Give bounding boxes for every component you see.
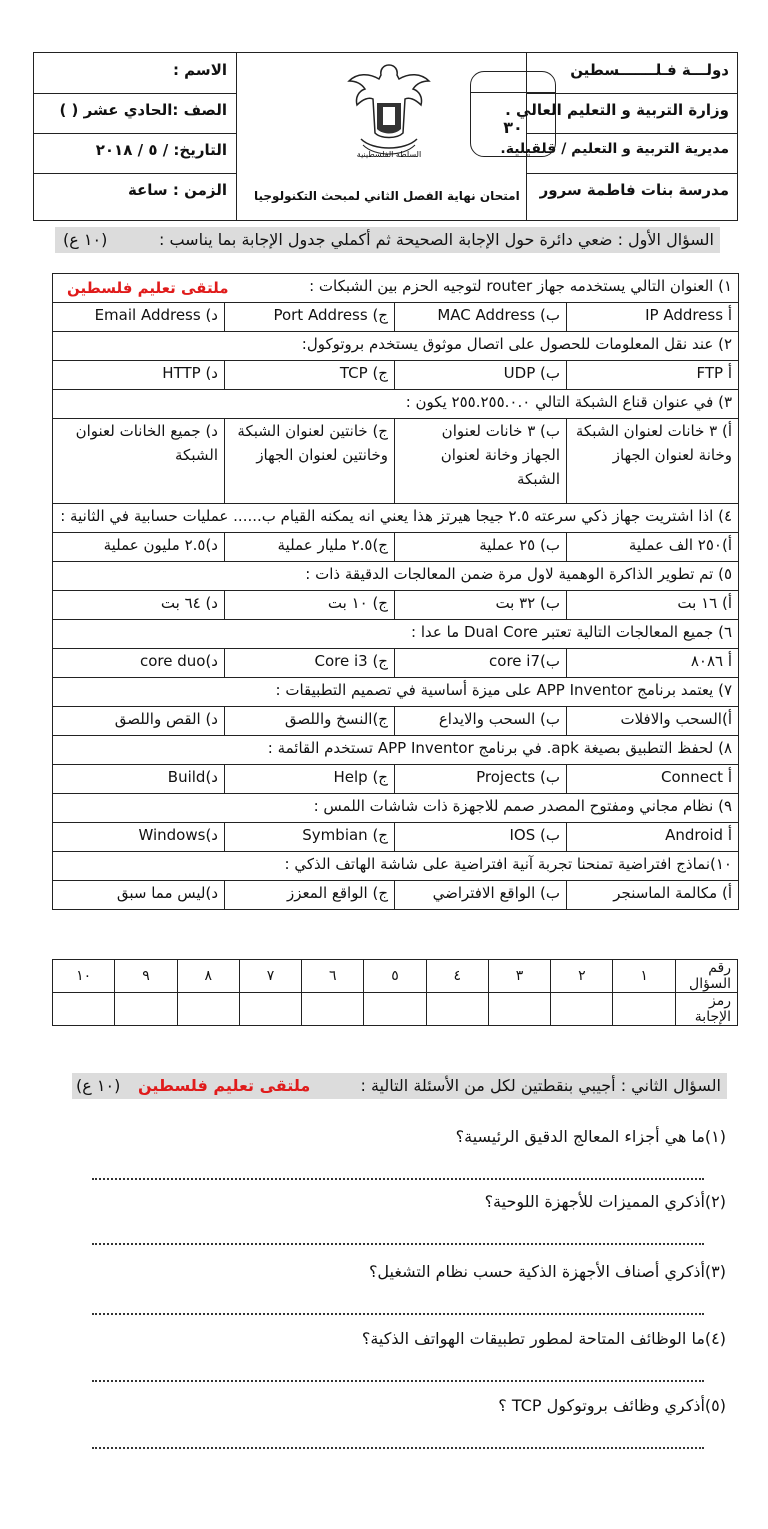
class-field: الصف :الحادي عشر ( ) [59,101,227,119]
option-a[interactable]: أ IP Address [567,303,739,332]
question-row [53,794,739,823]
question-row [53,562,739,591]
option-c[interactable]: ج) Port Address [225,303,395,332]
country-label: دولـــة فـلـــــــسطين [570,61,729,79]
option-c[interactable]: ج) Symbian [225,823,395,852]
section2-title: السؤال الثاني : أجيبي بنقطتين لكل من الأسئلة التالية : [360,1076,721,1095]
options-row [53,361,739,390]
options-row [53,533,739,562]
answer-number-cell: ١٠ [53,960,115,993]
options-row [53,419,739,504]
option-d[interactable]: د)٢.٥ مليون عملية [53,533,225,562]
option-b[interactable]: ب) السحب والايداع [395,707,567,736]
section1-title-bar [55,227,720,253]
answer-number-cell: ٣ [488,960,550,993]
option-a[interactable]: أ) ١٦ بت [567,591,739,620]
question-text: ١) العنوان التالي يستخدمه جهاز router لتوجيه الحزم بين الشبكات : ملتقى تعليم فلسطين [53,274,739,303]
option-a[interactable]: أ) ٣ خانات لعنوان الشبكة وخانة لعنوان الجهاز [567,419,739,504]
option-d[interactable]: د) Email Address [53,303,225,332]
option-a[interactable]: أ Android [567,823,739,852]
question-text: ١٠)نماذج افتراضية تمنحنا تجربة آنية افتراضية على شاشة الهاتف الذكي : [53,852,739,881]
answer-code-cell[interactable] [239,993,301,1026]
question-text: ٨) لحفظ التطبيق بصيغة apk. في برنامج APP Inventor تستخدم القائمة : [53,736,739,765]
section2-watermark: ملتقى تعليم فلسطين [138,1076,311,1095]
answer-number-cell: ٢ [551,960,613,993]
option-b[interactable]: ب) IOS [395,823,567,852]
option-c[interactable]: ج)٢.٥ مليار عملية [225,533,395,562]
answer-code-cell[interactable] [115,993,177,1026]
date-field: التاريخ: / ٥ / ٢٠١٨ [95,141,227,159]
answer-number-cell: ٦ [302,960,364,993]
palestinian-authority-emblem [339,59,439,169]
mcq-table [52,273,739,910]
answer-number-cell: ٥ [364,960,426,993]
answer-number-cell: ٨ [177,960,239,993]
answer-code-row [53,993,738,1026]
answer-number-cell: ٤ [426,960,488,993]
question-text: ٤) اذا اشتريت جهاز ذكي سرعته ٢.٥ جيجا هيرتز هذا يعني انه يمكنه القيام ب...... عمليات حسابية في الثانية : [53,504,739,533]
options-row [53,303,739,332]
answer-code-label: رمز الإجابة [675,993,737,1026]
question-row [53,504,739,533]
question-row [53,332,739,361]
answer-number-row [53,960,738,993]
option-c[interactable]: ج) Help [225,765,395,794]
ministry-label: وزارة التربية و التعليم العالي . [505,101,729,119]
question-row [53,390,739,419]
exam-title: امتحان نهاية الفصل الثاني لمبحث التكنولوجيا [254,189,520,203]
question-row [53,852,739,881]
answer-line-2[interactable] [92,1243,704,1245]
answer-number-cell: ٧ [239,960,301,993]
answer-number-cell: ٩ [115,960,177,993]
answer-code-cell[interactable] [426,993,488,1026]
answer-line-4[interactable] [92,1380,704,1382]
option-c[interactable]: ج) TCP [225,361,395,390]
question-row [53,678,739,707]
open-question-4: (٤)ما الوظائف المتاحة لمطور تطبيقات الهواتف الذكية؟ [361,1329,726,1348]
options-row [53,591,739,620]
question-text: ٦) جميع المعالجات التالية تعتبر Dual Core ما عدا : [53,620,739,649]
option-b[interactable]: ب) ٣٢ بت [395,591,567,620]
option-c[interactable]: ج) الواقع المعزز [225,881,395,910]
answer-code-cell[interactable] [364,993,426,1026]
question-text: ٩) نظام مجاني ومفتوح المصدر صمم للاجهزة ذات شاشات اللمس : [53,794,739,823]
option-a[interactable]: أ ٨٠٨٦ [567,649,739,678]
option-a[interactable]: أ)٢٥٠ الف عملية [567,533,739,562]
options-row [53,881,739,910]
student-name-field: الاسم : [172,61,227,79]
answer-number-cell: ١ [613,960,675,993]
open-question-2: (٢)أذكري المميزات للأجهزة اللوحية؟ [484,1192,726,1211]
answer-code-cell[interactable] [53,993,115,1026]
answer-code-cell[interactable] [488,993,550,1026]
answer-line-1[interactable] [92,1178,704,1180]
options-row [53,649,739,678]
answer-code-cell[interactable] [613,993,675,1026]
question-text: ٥) تم تطوير الذاكرة الوهمية لاول مرة ضمن المعالجات الدقيقة ذات : [53,562,739,591]
option-a[interactable]: أ) مكالمة الماسنجر [567,881,739,910]
option-b[interactable]: ب) ٢٥ عملية [395,533,567,562]
question-row [53,736,739,765]
option-d[interactable]: د) ٦٤ بت [53,591,225,620]
option-a[interactable]: أ)السحب والافلات [567,707,739,736]
answer-line-3[interactable] [92,1313,704,1315]
option-c[interactable]: ج) Core i3 [225,649,395,678]
answer-code-cell[interactable] [177,993,239,1026]
options-row [53,707,739,736]
option-b[interactable]: ب)core i7 [395,649,567,678]
section2-title-bar [72,1073,727,1099]
answer-line-5[interactable] [92,1447,704,1449]
emblem-caption: السلطة الفلسطينية [356,150,422,159]
directorate-label: مديرية التربية و التعليم / قلقيلية. [500,141,729,157]
open-question-5: (٥)أذكري وظائف بروتوكول TCP ؟ [498,1396,726,1415]
question-text: ٢) عند نقل المعلومات للحصول على اتصال موثوق يستخدم بروتوكول: [53,332,739,361]
option-c[interactable]: ج) ١٠ بت [225,591,395,620]
option-d[interactable]: د)core duo [53,649,225,678]
option-d[interactable]: د) جميع الخانات لعنوان الشبكة [53,419,225,504]
options-row [53,765,739,794]
options-row [53,823,739,852]
option-b[interactable]: ب) الواقع الافتراضي [395,881,567,910]
question-text: ٧) يعتمد برنامج APP Inventor على ميزة أساسية في تصميم التطبيقات : [53,678,739,707]
duration-field: الزمن : ساعة [127,181,227,199]
option-b[interactable]: ب) UDP [395,361,567,390]
question-row [53,274,739,303]
section1-title: السؤال الأول : ضعي دائرة حول الإجابة الصحيحة ثم أكملي جدول الإجابة بما يناسب : [158,230,714,249]
open-question-1: (١)ما هي أجزاء المعالج الدقيق الرئيسية؟ [455,1127,726,1146]
watermark-label: ملتقى تعليم فلسطين [67,279,229,297]
option-d[interactable]: د)Windows [53,823,225,852]
option-c[interactable]: ج)النسخ واللصق [225,707,395,736]
option-c[interactable]: ج) خانتين لعنوان الشبكة وخانتين لعنوان الجهاز [225,419,395,504]
option-a[interactable]: أ Connect [567,765,739,794]
section2-marks: (١٠ ع) [76,1076,121,1095]
answer-code-cell[interactable] [302,993,364,1026]
total-score: ٣٠ [503,118,523,137]
option-d[interactable]: د)ليس مما سبق [53,881,225,910]
option-a[interactable]: أ FTP [567,361,739,390]
score-box [470,71,556,157]
option-d[interactable]: د) القص واللصق [53,707,225,736]
option-d[interactable]: د)Build [53,765,225,794]
question-text: ٣) في عنوان قناع الشبكة التالي ٢٥٥.٢٥٥.٠.٠ يكون : [53,390,739,419]
section1-marks: (١٠ ع) [63,230,108,249]
answer-number-label: رقم السؤال [675,960,737,993]
option-b[interactable]: ب) ٣ خانات لعنوان الجهاز وخانة لعنوان الشبكة [395,419,567,504]
option-b[interactable]: ب) Projects [395,765,567,794]
open-question-3: (٣)أذكري أصناف الأجهزة الذكية حسب نظام التشغيل؟ [368,1262,726,1281]
option-d[interactable]: د) HTTP [53,361,225,390]
exam-header [33,52,738,221]
school-label: مدرسة بنات فاطمة سرور [539,181,729,199]
option-b[interactable]: ب) MAC Address [395,303,567,332]
answer-code-cell[interactable] [551,993,613,1026]
answer-table [52,959,738,1026]
question-row [53,620,739,649]
